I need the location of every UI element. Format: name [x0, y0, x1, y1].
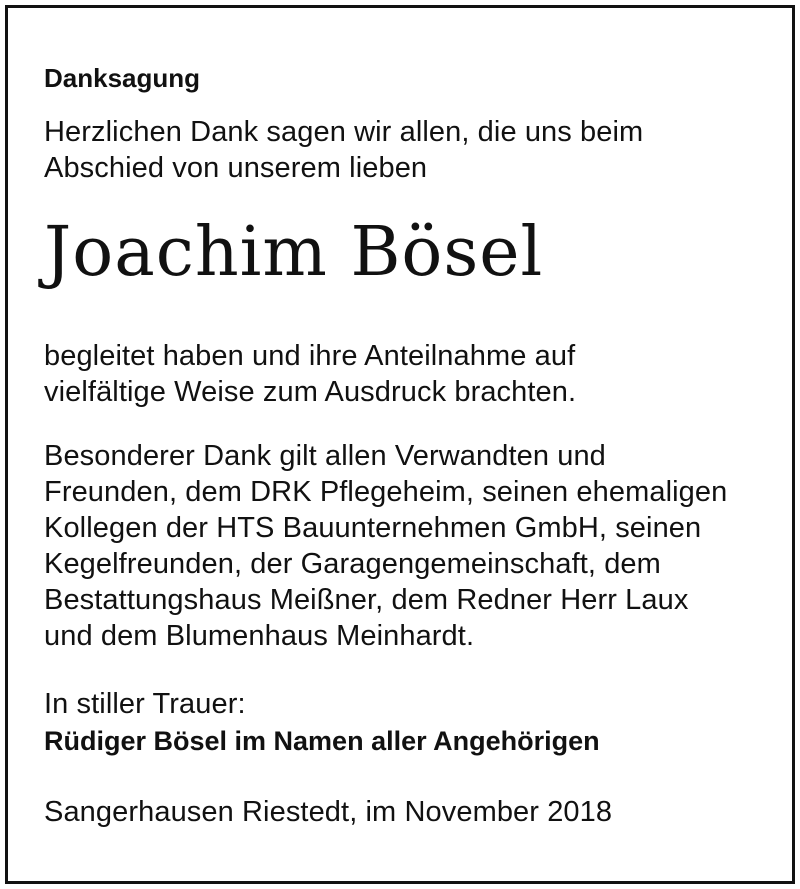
- signatory: Rüdiger Bösel im Namen aller Angehörigen: [44, 726, 600, 756]
- thanks-paragraph: [44, 438, 764, 654]
- after-name-paragraph: [44, 338, 764, 410]
- notice-heading: Danksagung: [44, 63, 201, 93]
- after-name-line: begleitet haben und ihre Anteilnahme auf: [44, 340, 576, 372]
- thanks-line: Besonderer Dank gilt allen Verwandten und: [44, 440, 606, 472]
- intro-paragraph: [44, 114, 764, 186]
- mourning-label: In stiller Trauer:: [44, 688, 246, 720]
- thanks-line: Bestattungshaus Meißner, dem Redner Herr Laux: [44, 584, 689, 616]
- thanks-line: Kollegen der HTS Bauunternehmen GmbH, seinen: [44, 512, 702, 544]
- intro-line: Abschied von unserem lieben: [44, 152, 428, 184]
- obituary-notice: [44, 58, 764, 830]
- thanks-line: und dem Blumenhaus Meinhardt.: [44, 620, 475, 652]
- thanks-line: Freunden, dem DRK Pflegeheim, seinen ehemaligen: [44, 476, 728, 508]
- mourning-block: [44, 686, 764, 760]
- intro-line: Herzlichen Dank sagen wir allen, die uns beim: [44, 116, 644, 148]
- place-date: Sangerhausen Riestedt, im November 2018: [44, 796, 613, 828]
- after-name-line: vielfältige Weise zum Ausdruck brachten.: [44, 376, 577, 408]
- deceased-name: Joachim Bösel: [44, 213, 544, 292]
- thanks-line: Kegelfreunden, der Garagengemeinschaft, dem: [44, 548, 661, 580]
